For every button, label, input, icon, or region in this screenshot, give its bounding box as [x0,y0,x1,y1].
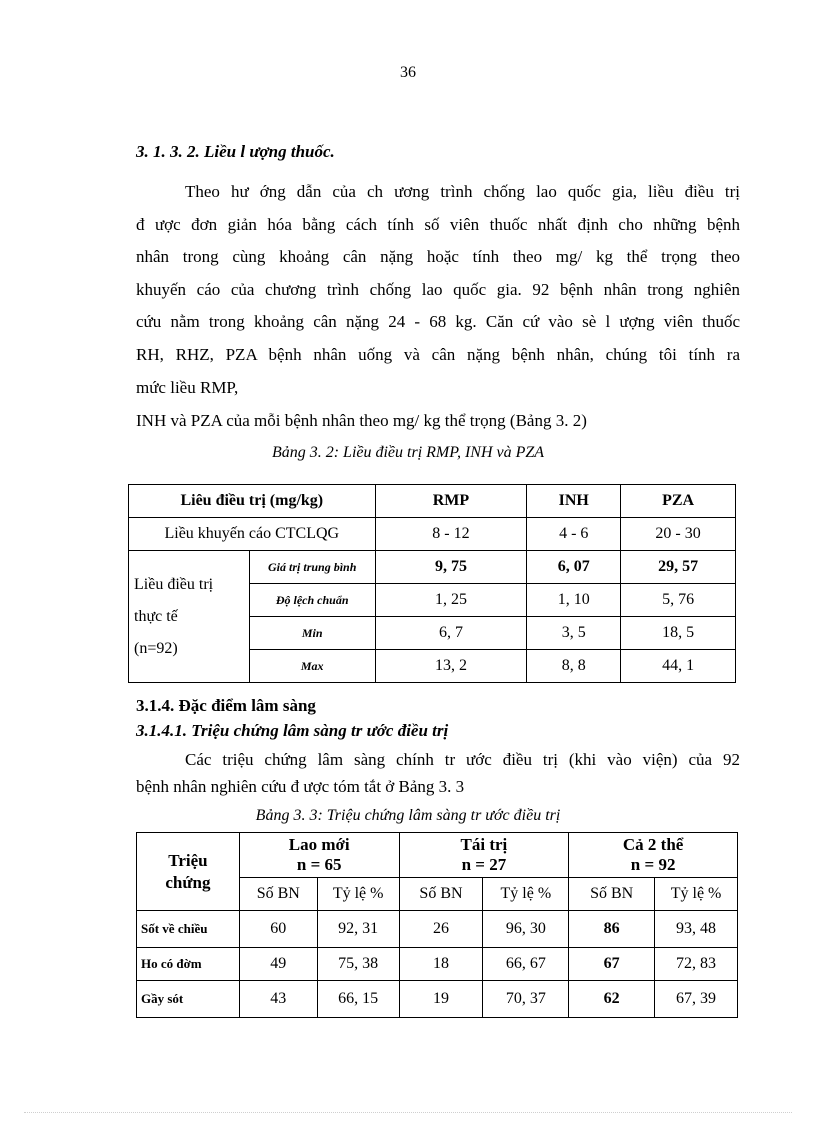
table2-caption: Bảng 3. 3: Triệu chứng lâm sàng tr ước điều trị [255,807,561,824]
table-row [129,518,736,551]
section-heading: 3.1.4. Đặc điểm lâm sàng [136,696,316,715]
table-cell: 18, 5 [621,617,736,650]
table-cell: 9, 75 [375,551,527,584]
paragraph-line: nhân trong cùng khoảng cân nặng hoặc tính theo mg/ kg thể trọng theo [136,247,740,267]
table-header-cell: Số BN [399,878,483,911]
table-cell: 67, 39 [655,981,738,1018]
group-header: Tái trị n = 27 [399,833,569,878]
table-cell: 20 - 30 [621,518,736,551]
table-cell: 93, 48 [655,911,738,948]
table-header-cell: Tỷ lệ % [483,878,569,911]
paragraph-continuation: INH và PZA của mỗi bệnh nhân theo mg/ kg thể trọng (Bảng 3. 2) [136,411,587,430]
table-cell: 44, 1 [621,650,736,683]
page-bottom-divider [24,1112,792,1113]
table-header-cell: PZA [621,485,736,518]
symptom-label: Gầy sót [137,981,240,1018]
paragraph-line: mức liều RMP, [136,377,239,397]
paragraph-line: đ ược đơn giản hóa bằng cách tính số viên thuốc nhất định cho những bệnh [136,214,740,234]
table-cell: Max [249,650,375,683]
table-header-row [137,833,738,878]
table1-caption: Bảng 3. 2: Liều điều trị RMP, INH và PZA [271,444,545,461]
table-header-cell: Số BN [569,878,655,911]
paragraph-line: bệnh nhân nghiên cứu đ ược tóm tắt ở Bảng 3. 3 [136,777,465,796]
table-cell: 8 - 12 [375,518,527,551]
table-row [137,948,738,981]
actual-dose-label: Liều điều trị thực tế (n=92) [129,551,250,683]
table-cell: 19 [399,981,483,1018]
table-cell: 75, 38 [317,948,399,981]
paragraph-line: Các triệu chứng lâm sàng chính tr ước điều trị (khi vào viện) của 92 [185,750,740,769]
table-header-cell: Tỷ lệ % [317,878,399,911]
table-row [137,911,738,948]
paragraph-line: RH, RHZ, PZA bệnh nhân uống và cân nặng bệnh nhân, chúng tôi tính ra [136,344,740,364]
table-cell: 5, 76 [621,584,736,617]
paragraph-line: cứu nằm trong khoảng cân nặng 24 - 68 kg. Căn cứ vào sè l ượng viên thuốc [136,312,740,332]
paragraph-line: khuyến cáo của chương trình chống lao quốc gia. 92 bệnh nhân trong nghiên [136,279,740,299]
paragraph-line: Theo hư ớng dẫn của ch ương trình chống lao quốc gia, liều điều trị [185,182,740,201]
table-header-cell: INH [527,485,621,518]
table-cell: 72, 83 [655,948,738,981]
table-header-cell: Tỷ lệ % [655,878,738,911]
table-cell: 66, 15 [317,981,399,1018]
table-cell: Độ lệch chuẩn [249,584,375,617]
dosage-table [128,484,736,683]
table-cell: 8, 8 [527,650,621,683]
table-cell: 1, 10 [527,584,621,617]
table-cell: 70, 37 [483,981,569,1018]
table-row [137,981,738,1018]
table-cell: 6, 7 [375,617,527,650]
table-cell: 1, 25 [375,584,527,617]
table-cell: 4 - 6 [527,518,621,551]
section-heading: 3. 1. 3. 2. Liều l ượng thuốc. [136,142,335,161]
symptom-table [136,832,738,1018]
page-number: 36 [400,64,416,81]
table-cell: 62 [569,981,655,1018]
body-paragraph [136,746,740,800]
table-cell: 60 [239,911,317,948]
table-header-cell: Liêu điều trị (mg/kg) [129,485,376,518]
symptom-label: Ho có đờm [137,948,240,981]
table-cell: 67 [569,948,655,981]
table-cell: Min [249,617,375,650]
group-header: Lao mới n = 65 [239,833,399,878]
table-row [129,551,736,584]
table-cell: 66, 67 [483,948,569,981]
table-cell: Giá trị trung bình [249,551,375,584]
symptom-header: Triệu chứng [137,833,240,911]
table-header-cell: RMP [375,485,527,518]
table-header-row [129,485,736,518]
table-cell: 18 [399,948,483,981]
table-cell: Liều khuyến cáo CTCLQG [129,518,376,551]
group-header: Cả 2 thể n = 92 [569,833,738,878]
table-cell: 86 [569,911,655,948]
table-header-cell: Số BN [239,878,317,911]
table-cell: 3, 5 [527,617,621,650]
body-paragraph [136,176,740,404]
table-cell: 96, 30 [483,911,569,948]
table-cell: 26 [399,911,483,948]
table-cell: 49 [239,948,317,981]
table-cell: 43 [239,981,317,1018]
table-cell: 92, 31 [317,911,399,948]
symptom-label: Sốt về chiều [137,911,240,948]
table-cell: 13, 2 [375,650,527,683]
subsection-heading: 3.1.4.1. Triệu chứng lâm sàng tr ước điều trị [136,721,449,740]
table-cell: 29, 57 [621,551,736,584]
table-cell: 6, 07 [527,551,621,584]
